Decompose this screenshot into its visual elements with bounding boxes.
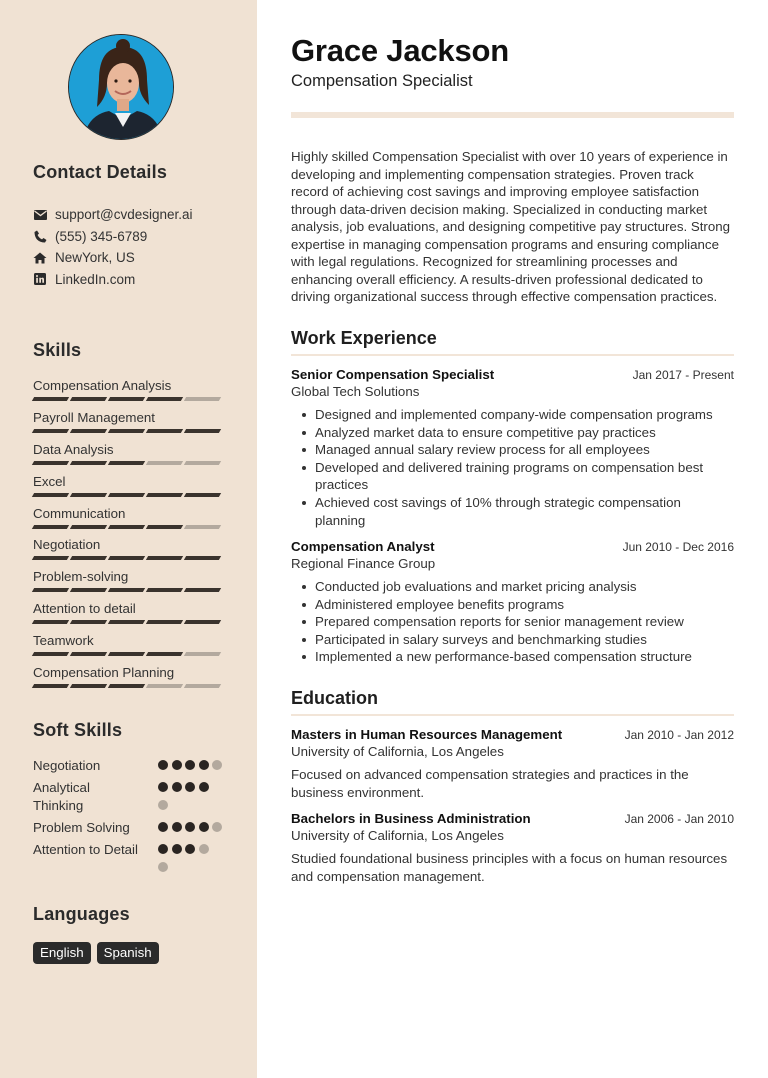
soft-skill-item bbox=[33, 841, 223, 881]
soft-skills-list bbox=[33, 757, 223, 881]
skill-rating bbox=[33, 684, 223, 688]
skill-rating-segment bbox=[108, 556, 145, 560]
main-content bbox=[257, 0, 768, 1078]
skill-rating-segment bbox=[108, 429, 145, 433]
soft-skill-dot bbox=[172, 782, 182, 792]
skill-name: Excel bbox=[33, 473, 66, 489]
skill-rating-segment bbox=[108, 684, 145, 688]
soft-skill-dot bbox=[212, 760, 222, 770]
linkedin-icon bbox=[33, 272, 47, 286]
skill-name: Payroll Management bbox=[33, 409, 155, 425]
list-item: Developed and delivered training programs on compensation best practices bbox=[291, 459, 734, 494]
job-company: Regional Finance Group bbox=[291, 556, 436, 571]
skill-rating-segment bbox=[184, 397, 221, 401]
skill-rating-segment bbox=[184, 588, 221, 592]
soft-skill-dot bbox=[172, 844, 182, 854]
list-item: Achieved cost savings of 10% through strategic compensation planning bbox=[291, 494, 734, 529]
skill-rating-segment bbox=[108, 397, 145, 401]
skill-rating bbox=[33, 588, 223, 592]
work-entry bbox=[291, 538, 734, 666]
skill-item bbox=[33, 377, 223, 409]
skills-list bbox=[33, 377, 223, 696]
soft-skill-dot bbox=[158, 844, 168, 854]
school-name: University of California, Los Angeles bbox=[291, 828, 504, 843]
list-item: Prepared compensation reports for senior management review bbox=[291, 613, 734, 631]
soft-skill-dot bbox=[158, 800, 168, 810]
contact-list bbox=[33, 204, 193, 290]
skill-rating-segment bbox=[32, 684, 69, 688]
skill-rating-segment bbox=[70, 652, 107, 656]
list-item: Participated in salary surveys and benchmarking studies bbox=[291, 631, 734, 649]
skill-rating-segment bbox=[184, 461, 221, 465]
skill-rating-segment bbox=[108, 588, 145, 592]
summary: Highly skilled Compensation Specialist with over 10 years of experience in developing and implementing compensation strategies. Proven track record of achieving cost savings and improving employee satisfaction through data-driven decision making. Specialized in conducting market analysis, job evaluations, and designing competitive pay structures. Strong expertise in managing compensation programs and ensuring compliance with legal regulations. Recognized for streamlining processes and enhancing overall efficiency. A results-driven professional dedicated to driving organizational success through effective compensation practices. bbox=[291, 149, 731, 304]
soft-skill-dot bbox=[172, 822, 182, 832]
contact-linkedin[interactable] bbox=[33, 269, 193, 291]
soft-skills-heading: Soft Skills bbox=[33, 720, 123, 740]
skill-rating-segment bbox=[70, 620, 107, 624]
skill-rating-segment bbox=[70, 397, 107, 401]
skill-rating-segment bbox=[32, 652, 69, 656]
candidate-name: Grace Jackson bbox=[291, 33, 509, 68]
soft-skill-dot bbox=[158, 822, 168, 832]
job-date: Jan 2017 - Present bbox=[632, 368, 734, 382]
soft-skill-dot bbox=[199, 782, 209, 792]
contact-heading: Contact Details bbox=[33, 162, 168, 182]
skill-rating-segment bbox=[146, 588, 183, 592]
skill-name: Compensation Planning bbox=[33, 665, 175, 681]
skill-rating-segment bbox=[108, 493, 145, 497]
contact-email[interactable] bbox=[33, 204, 193, 226]
soft-skill-dot bbox=[185, 822, 195, 832]
work-experience-heading: Work Experience bbox=[291, 328, 437, 348]
skill-name: Communication bbox=[33, 505, 126, 521]
skill-rating-segment bbox=[70, 684, 107, 688]
contact-linkedin-text: LinkedIn.com bbox=[55, 271, 136, 287]
skill-rating bbox=[33, 620, 223, 624]
skill-rating bbox=[33, 525, 223, 529]
phone-icon bbox=[33, 229, 47, 243]
skill-rating-segment bbox=[146, 620, 183, 624]
skill-rating-segment bbox=[146, 397, 183, 401]
soft-skill-dot bbox=[185, 782, 195, 792]
skill-rating-segment bbox=[146, 429, 183, 433]
skill-rating bbox=[33, 556, 223, 560]
profile-photo bbox=[69, 35, 174, 140]
degree-title: Masters in Human Resources Management bbox=[291, 727, 563, 742]
skill-name: Problem-solving bbox=[33, 569, 129, 585]
job-title: Compensation Analyst bbox=[291, 539, 435, 554]
contact-phone-text: (555) 345-6789 bbox=[55, 228, 148, 244]
language-badge: English bbox=[33, 942, 91, 964]
skill-rating-segment bbox=[184, 620, 221, 624]
job-company: Global Tech Solutions bbox=[291, 384, 420, 399]
skill-item bbox=[33, 409, 223, 441]
work-entry bbox=[291, 366, 734, 529]
skill-rating-segment bbox=[70, 588, 107, 592]
candidate-title: Compensation Specialist bbox=[291, 72, 473, 90]
title-divider bbox=[291, 112, 734, 118]
list-item: Analyzed market data to ensure competitive pay practices bbox=[291, 424, 734, 442]
skill-rating-segment bbox=[184, 429, 221, 433]
skill-rating-segment bbox=[146, 556, 183, 560]
skill-rating-segment bbox=[184, 684, 221, 688]
skill-rating bbox=[33, 397, 223, 401]
skill-rating-segment bbox=[108, 652, 145, 656]
skill-rating-segment bbox=[146, 493, 183, 497]
skill-rating-segment bbox=[146, 461, 183, 465]
job-title: Senior Compensation Specialist bbox=[291, 367, 495, 382]
degree-date: Jan 2006 - Jan 2010 bbox=[624, 812, 734, 826]
skill-rating-segment bbox=[146, 652, 183, 656]
skill-rating-segment bbox=[70, 556, 107, 560]
mail-icon bbox=[33, 208, 47, 222]
skill-item bbox=[33, 473, 223, 505]
list-item: Administered employee benefits programs bbox=[291, 596, 734, 614]
education-divider bbox=[291, 714, 734, 716]
education-entry bbox=[291, 726, 734, 801]
job-bullets bbox=[291, 578, 734, 666]
skill-name: Compensation Analysis bbox=[33, 378, 172, 393]
school-name: University of California, Los Angeles bbox=[291, 744, 504, 759]
soft-skill-item bbox=[33, 779, 223, 819]
soft-skill-item bbox=[33, 819, 223, 841]
soft-skill-dot bbox=[185, 760, 195, 770]
skill-item bbox=[33, 600, 223, 632]
job-bullets bbox=[291, 406, 734, 529]
skill-rating-segment bbox=[184, 556, 221, 560]
skills-heading: Skills bbox=[33, 340, 82, 360]
skill-rating-segment bbox=[146, 525, 183, 529]
skill-rating-segment bbox=[32, 588, 69, 592]
skill-name: Negotiation bbox=[33, 537, 101, 553]
soft-skill-dot bbox=[185, 844, 195, 854]
education-heading: Education bbox=[291, 688, 379, 708]
skill-name: Teamwork bbox=[33, 633, 94, 649]
contact-location bbox=[33, 247, 193, 269]
skill-item bbox=[33, 632, 223, 664]
skill-rating bbox=[33, 461, 223, 465]
contact-phone[interactable] bbox=[33, 226, 193, 248]
soft-skill-name: Analytical Thinking bbox=[33, 780, 90, 813]
skill-name: Data Analysis bbox=[33, 441, 114, 457]
contact-email-text: support@cvdesigner.ai bbox=[55, 207, 193, 223]
languages-list bbox=[33, 942, 159, 964]
skill-rating-segment bbox=[32, 493, 69, 497]
soft-skill-dot bbox=[158, 782, 168, 792]
sidebar bbox=[0, 0, 257, 1078]
skill-rating-segment bbox=[32, 461, 69, 465]
soft-skill-dot bbox=[199, 760, 209, 770]
soft-skill-dot bbox=[172, 760, 182, 770]
language-badge: Spanish bbox=[97, 942, 159, 964]
degree-description: Focused on advanced compensation strategies and practices in the business environment. bbox=[291, 767, 689, 800]
skill-rating-segment bbox=[32, 525, 69, 529]
skill-rating-segment bbox=[70, 525, 107, 529]
skill-rating-segment bbox=[32, 620, 69, 624]
soft-skill-dot bbox=[158, 760, 168, 770]
skill-rating-segment bbox=[70, 493, 107, 497]
skill-rating-segment bbox=[146, 684, 183, 688]
soft-skill-name: Negotiation bbox=[33, 758, 101, 773]
skill-item bbox=[33, 536, 223, 568]
contact-location-text: NewYork, US bbox=[55, 250, 135, 266]
skill-item bbox=[33, 505, 223, 537]
skill-rating bbox=[33, 493, 223, 497]
soft-skill-dot bbox=[158, 862, 168, 872]
soft-skill-dot bbox=[212, 822, 222, 832]
education-entry bbox=[291, 810, 734, 885]
languages-heading: Languages bbox=[33, 904, 130, 924]
soft-skill-name: Problem Solving bbox=[33, 820, 130, 835]
skill-rating-segment bbox=[32, 556, 69, 560]
soft-skill-name: Attention to Detail bbox=[33, 842, 138, 857]
skill-rating-segment bbox=[70, 429, 107, 433]
skill-item bbox=[33, 441, 223, 473]
degree-title: Bachelors in Business Administration bbox=[291, 811, 531, 826]
degree-date: Jan 2010 - Jan 2012 bbox=[624, 728, 734, 742]
skill-rating bbox=[33, 652, 223, 656]
soft-skill-dot bbox=[199, 822, 209, 832]
skill-rating-segment bbox=[70, 461, 107, 465]
degree-description: Studied foundational business principles with a focus on human resources and compensation management. bbox=[291, 851, 728, 884]
soft-skill-item bbox=[33, 757, 223, 779]
avatar bbox=[68, 34, 174, 140]
skill-rating-segment bbox=[108, 461, 145, 465]
skill-rating-segment bbox=[32, 429, 69, 433]
skill-rating-segment bbox=[32, 397, 69, 401]
soft-skill-dot bbox=[199, 844, 209, 854]
skill-item bbox=[33, 664, 223, 696]
skill-rating-segment bbox=[184, 525, 221, 529]
skill-rating-segment bbox=[184, 652, 221, 656]
skill-item bbox=[33, 568, 223, 600]
home-icon bbox=[33, 251, 47, 265]
list-item: Conducted job evaluations and market pricing analysis bbox=[291, 578, 734, 596]
skill-rating-segment bbox=[108, 620, 145, 624]
list-item: Designed and implemented company-wide compensation programs bbox=[291, 406, 734, 424]
list-item: Managed annual salary review process for all employees bbox=[291, 441, 734, 459]
skill-rating bbox=[33, 429, 223, 433]
list-item: Implemented a new performance-based compensation structure bbox=[291, 648, 734, 666]
skill-rating-segment bbox=[108, 525, 145, 529]
work-divider bbox=[291, 354, 734, 356]
skill-name: Attention to detail bbox=[33, 601, 136, 617]
job-date: Jun 2010 - Dec 2016 bbox=[622, 540, 734, 554]
skill-rating-segment bbox=[184, 493, 221, 497]
